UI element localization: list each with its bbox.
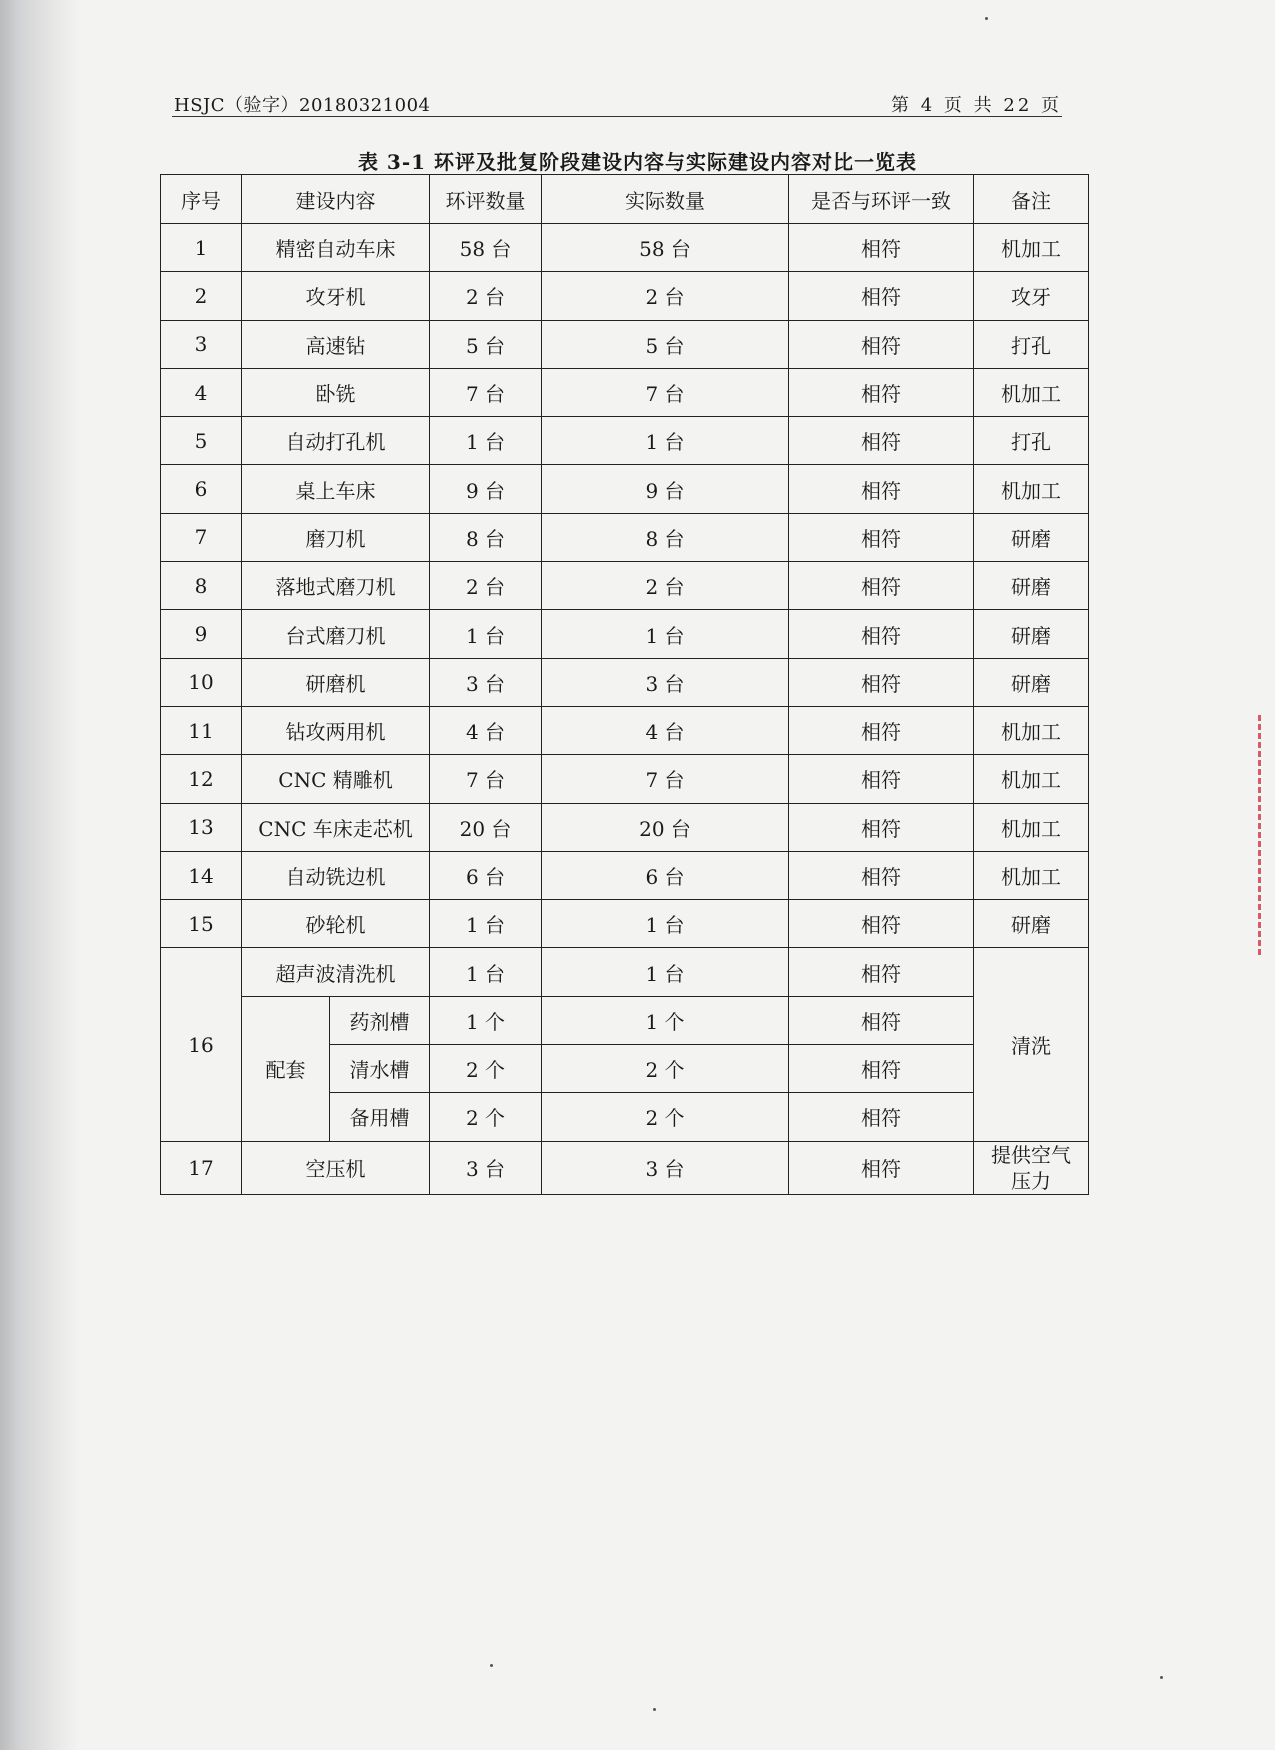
- table-row: [161, 1141, 1089, 1194]
- remark: 攻牙: [974, 272, 1089, 320]
- remark: 研磨: [974, 610, 1089, 658]
- equipment-name: 备用槽: [330, 1093, 430, 1141]
- table-title: 表 3-1 环评及批复阶段建设内容与实际建设内容对比一览表: [357, 150, 918, 174]
- equipment-name: 清水槽: [330, 1045, 430, 1093]
- equipment-name: 台式磨刀机: [242, 610, 430, 658]
- actual-quantity: 6 台: [542, 851, 789, 899]
- table-row: [161, 900, 1089, 948]
- consistency-status: 相符: [789, 320, 974, 368]
- equipment-name: 精密自动车床: [242, 224, 430, 272]
- scan-speck: [490, 1664, 493, 1667]
- consistency-status: 相符: [789, 224, 974, 272]
- consistency-status: 相符: [789, 1045, 974, 1093]
- planned-quantity: 58 台: [430, 224, 542, 272]
- actual-quantity: 7 台: [542, 368, 789, 416]
- equipment-name: 高速钻: [242, 320, 430, 368]
- consistency-status: 相符: [789, 948, 974, 996]
- consistency-status: 相符: [789, 803, 974, 851]
- row-number: 7: [161, 513, 242, 561]
- row-number: 11: [161, 706, 242, 754]
- page-indicator: 第 4 页 共 22 页: [891, 95, 1062, 116]
- row-number: 1: [161, 224, 242, 272]
- actual-quantity: 1 台: [542, 900, 789, 948]
- equipment-name: 磨刀机: [242, 513, 430, 561]
- actual-quantity: 7 台: [542, 755, 789, 803]
- col-header-consistent: 是否与环评一致: [789, 175, 974, 224]
- equipment-name: 砂轮机: [242, 900, 430, 948]
- consistency-status: 相符: [789, 610, 974, 658]
- table-row: [161, 320, 1089, 368]
- table-row: [161, 658, 1089, 706]
- col-header-planned: 环评数量: [430, 175, 542, 224]
- consistency-status: 相符: [789, 851, 974, 899]
- planned-quantity: 8 台: [430, 513, 542, 561]
- planned-quantity: 4 台: [430, 706, 542, 754]
- actual-quantity: 1 台: [542, 417, 789, 465]
- consistency-status: 相符: [789, 658, 974, 706]
- row-number: 15: [161, 900, 242, 948]
- remark: 研磨: [974, 900, 1089, 948]
- accessory-group-label: 配套: [242, 996, 330, 1141]
- consistency-status: 相符: [789, 562, 974, 610]
- consistency-status: 相符: [789, 465, 974, 513]
- remark: 机加工: [974, 224, 1089, 272]
- table-row: [161, 803, 1089, 851]
- red-seal-edge: [1258, 715, 1275, 955]
- col-header-no: 序号: [161, 175, 242, 224]
- equipment-name: 研磨机: [242, 658, 430, 706]
- row-number: 4: [161, 368, 242, 416]
- row-number: 10: [161, 658, 242, 706]
- consistency-status: 相符: [789, 755, 974, 803]
- row-number: 12: [161, 755, 242, 803]
- scan-speck: [1160, 1676, 1163, 1679]
- row-number: 8: [161, 562, 242, 610]
- planned-quantity: 1 台: [430, 948, 542, 996]
- table-row: [161, 417, 1089, 465]
- planned-quantity: 1 台: [430, 900, 542, 948]
- row-number: 6: [161, 465, 242, 513]
- binding-gutter-shadow: [0, 0, 80, 1750]
- row-number: 14: [161, 851, 242, 899]
- equipment-name: 自动铣边机: [242, 851, 430, 899]
- consistency-status: 相符: [789, 272, 974, 320]
- consistency-status: 相符: [789, 513, 974, 561]
- equipment-name: 攻牙机: [242, 272, 430, 320]
- remark: 机加工: [974, 755, 1089, 803]
- row-number: 16: [161, 948, 242, 1141]
- equipment-name: CNC 车床走芯机: [242, 803, 430, 851]
- scan-speck: [653, 1708, 656, 1711]
- equipment-name: 自动打孔机: [242, 417, 430, 465]
- planned-quantity: 2 个: [430, 1093, 542, 1141]
- table-row: [161, 465, 1089, 513]
- comparison-table: [160, 174, 1089, 1195]
- row-number: 17: [161, 1141, 242, 1194]
- row-number: 3: [161, 320, 242, 368]
- equipment-name: 空压机: [242, 1141, 430, 1194]
- remark: 机加工: [974, 368, 1089, 416]
- table-row: [161, 272, 1089, 320]
- equipment-name: 钻攻两用机: [242, 706, 430, 754]
- consistency-status: 相符: [789, 706, 974, 754]
- remark: 打孔: [974, 417, 1089, 465]
- equipment-name: 桌上车床: [242, 465, 430, 513]
- planned-quantity: 7 台: [430, 368, 542, 416]
- remark: [974, 1141, 1089, 1194]
- equipment-name: 药剂槽: [330, 996, 430, 1044]
- table-row: [161, 706, 1089, 754]
- scan-speck: [985, 17, 988, 20]
- table-row: [161, 610, 1089, 658]
- actual-quantity: 2 个: [542, 1093, 789, 1141]
- equipment-name: 落地式磨刀机: [242, 562, 430, 610]
- table-row: [161, 368, 1089, 416]
- remark: 机加工: [974, 851, 1089, 899]
- document-number: HSJC（验字）20180321004: [174, 95, 431, 116]
- actual-quantity: 9 台: [542, 465, 789, 513]
- remark: 研磨: [974, 562, 1089, 610]
- planned-quantity: 2 台: [430, 272, 542, 320]
- row-number: 5: [161, 417, 242, 465]
- consistency-status: 相符: [789, 996, 974, 1044]
- actual-quantity: 1 台: [542, 948, 789, 996]
- planned-quantity: 3 台: [430, 1141, 542, 1194]
- planned-quantity: 3 台: [430, 658, 542, 706]
- consistency-status: 相符: [789, 417, 974, 465]
- actual-quantity: 58 台: [542, 224, 789, 272]
- table-row: [161, 562, 1089, 610]
- table-row: [161, 224, 1089, 272]
- remark: 研磨: [974, 658, 1089, 706]
- planned-quantity: 6 台: [430, 851, 542, 899]
- remark: 机加工: [974, 706, 1089, 754]
- actual-quantity: 2 台: [542, 272, 789, 320]
- equipment-name: 超声波清洗机: [242, 948, 430, 996]
- col-header-actual: 实际数量: [542, 175, 789, 224]
- actual-quantity: 4 台: [542, 706, 789, 754]
- planned-quantity: 20 台: [430, 803, 542, 851]
- actual-quantity: 8 台: [542, 513, 789, 561]
- remark: 机加工: [974, 465, 1089, 513]
- remark-line: 压力: [1011, 1168, 1051, 1193]
- actual-quantity: 3 台: [542, 658, 789, 706]
- planned-quantity: 2 台: [430, 562, 542, 610]
- actual-quantity: 1 个: [542, 996, 789, 1044]
- table-header-row: [161, 175, 1089, 224]
- table-row: [161, 851, 1089, 899]
- remark: 研磨: [974, 513, 1089, 561]
- consistency-status: 相符: [789, 1093, 974, 1141]
- equipment-name: CNC 精雕机: [242, 755, 430, 803]
- consistency-status: 相符: [789, 1141, 974, 1194]
- remark: 打孔: [974, 320, 1089, 368]
- table-row: [161, 948, 1089, 996]
- planned-quantity: 2 个: [430, 1045, 542, 1093]
- row-number: 2: [161, 272, 242, 320]
- remark-line: 提供空气: [991, 1142, 1071, 1167]
- actual-quantity: 2 台: [542, 562, 789, 610]
- actual-quantity: 1 台: [542, 610, 789, 658]
- equipment-name: 卧铣: [242, 368, 430, 416]
- row-number: 9: [161, 610, 242, 658]
- actual-quantity: 20 台: [542, 803, 789, 851]
- actual-quantity: 5 台: [542, 320, 789, 368]
- actual-quantity: 2 个: [542, 1045, 789, 1093]
- table-row: [161, 996, 1089, 1044]
- remark: 清洗: [974, 948, 1089, 1141]
- planned-quantity: 1 个: [430, 996, 542, 1044]
- consistency-status: 相符: [789, 900, 974, 948]
- col-header-note: 备注: [974, 175, 1089, 224]
- planned-quantity: 1 台: [430, 610, 542, 658]
- col-header-content: 建设内容: [242, 175, 430, 224]
- consistency-status: 相符: [789, 368, 974, 416]
- table-row: [161, 513, 1089, 561]
- header-rule: [172, 116, 1062, 117]
- remark: 机加工: [974, 803, 1089, 851]
- table-row: [161, 755, 1089, 803]
- planned-quantity: 1 台: [430, 417, 542, 465]
- planned-quantity: 9 台: [430, 465, 542, 513]
- planned-quantity: 5 台: [430, 320, 542, 368]
- actual-quantity: 3 台: [542, 1141, 789, 1194]
- planned-quantity: 7 台: [430, 755, 542, 803]
- row-number: 13: [161, 803, 242, 851]
